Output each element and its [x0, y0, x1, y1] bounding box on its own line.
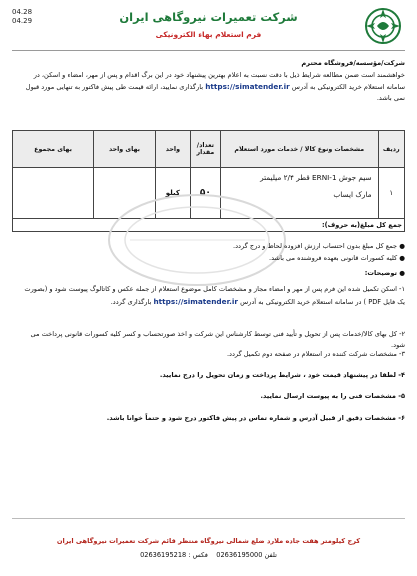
- table-row: [13, 168, 405, 219]
- total-price-cell[interactable]: [13, 168, 94, 219]
- footer-fax: فکس : 02636195218: [140, 551, 208, 559]
- explanation-1-text-a: ۱- اسکن تکمیل شده این فرم پس از مهر و امضاء مجاز و مشخصات کامل موضوع استعلام از جمله عکس و کاتالوگ پیوست شود و (بصورت یک فایل PDF ) در سامانه استعلام خرید الکترونیکی به آدرس: [24, 285, 405, 306]
- explanation-4: ۴- لطفا در پیشنهاد قیمت خود ، شرایط پرداخت و زمان تحویل را درج نمایید.: [159, 371, 405, 379]
- explanation-3: ۳- مشخصات شرکت کننده در استعلام در صفحه دوم تکمیل گردد.: [226, 350, 405, 358]
- description-line-1: سیم جوش ERNI-1 قطر ۲/۴ میلیمتر: [260, 173, 372, 182]
- bullet-icon: ●: [397, 254, 405, 262]
- reference-codes: [12, 8, 32, 26]
- header-description: مشخصات ونوع کالا / خدمات مورد استعلام: [220, 131, 378, 168]
- intro-text-2: بارگذاری نمایید، ارائه قیمت طی پیش فاکتور به تنهایی مورد قبول نمی باشد.: [25, 83, 405, 102]
- header: [12, 6, 405, 48]
- note-deductions-text: کلیه کسورات قانونی بعهده فروشنده می باشد.: [269, 254, 398, 262]
- explanation-1-url-link[interactable]: https://simatender.ir: [153, 296, 239, 306]
- bullet-icon: ●: [396, 269, 405, 277]
- header-divider: [12, 50, 405, 51]
- table-header-row: [13, 131, 405, 168]
- quantity-cell: ۵۰: [190, 168, 220, 219]
- unit-cell: کیلو: [155, 168, 190, 219]
- header-row-number: ردیف: [378, 131, 404, 168]
- description-cell: [220, 168, 378, 219]
- note-deductions: [18, 253, 405, 264]
- header-unit: واحد: [155, 131, 190, 168]
- explanation-1: [18, 283, 405, 308]
- addressee: شرکت/مؤسسه/فروشگاه محترم: [301, 59, 405, 67]
- row-number-cell: ۱: [378, 168, 404, 219]
- footer-separator: [210, 551, 214, 559]
- description-line-2: مارک ایساب: [333, 190, 372, 199]
- intro-paragraph: [18, 70, 405, 104]
- explanations-title: توضیحات:: [364, 269, 397, 277]
- explanation-5: ۵- مشخصات فنی را به پیوست ارسال نمایید.: [260, 392, 405, 400]
- note-vat: [18, 241, 405, 252]
- form-title: فرم استعلام بهاء الکترونیکی: [155, 30, 262, 39]
- footer-contact: [12, 551, 405, 559]
- footer-phone: تلفن 02636195000: [216, 551, 277, 559]
- intro-url-link[interactable]: https://simatender.ir: [205, 82, 290, 91]
- company-name: شرکت تعمیرات نیروگاهی ایران: [119, 10, 298, 24]
- footer-divider: [12, 518, 405, 519]
- footer-address: کرج کیلومتر هفت جاده ملارد ضلع شمالی نیروگاه منتظر قائم شرکت تعمیرات نیروگاهی ایران: [56, 537, 361, 545]
- items-table: [12, 130, 405, 232]
- total-words-row: [13, 219, 405, 232]
- header-total: بهای مجموع: [13, 131, 94, 168]
- company-emblem-icon: [363, 6, 403, 46]
- total-in-words-label[interactable]: جمع کل مبلغ(به حروف):: [13, 219, 405, 232]
- explanation-1-text-b: بارگذاری گردد.: [110, 297, 154, 306]
- code-bottom: 04.29: [12, 17, 33, 25]
- header-quantity: تعداد/مقدار: [190, 131, 220, 168]
- bullet-icon: ●: [397, 242, 405, 250]
- code-top: 04.28: [12, 8, 33, 16]
- note-vat-text: جمع کل مبلغ بدون احتساب ارزش افزوده لحاظ و درج گردد.: [232, 242, 398, 250]
- explanation-6: ۶- مشخصات دقیق از قبیل آدرس و شماره تماس در پیش فاکتور درج شود و حتماً خوانا باشد.: [106, 414, 405, 422]
- explanation-2: ۲- کل بهای کالا/خدمات پس از تحویل و تأیید فنی توسط کارشناس این شرکت و اخذ صورتحساب و کسر کلیه کسورات قانونی پرداخت می شود.: [30, 330, 405, 349]
- explanations-heading: [18, 268, 405, 279]
- unit-price-cell[interactable]: [94, 168, 156, 219]
- intro-text-1: خواهشمند است ضمن مطالعه شرایط ذیل با دقت نسبت به اعلام بهترین پیشنهاد خود در این برگ اقدام و پس از مهر، امضاء و اسکن، در سامانه استعلام خرید الکترونیکی به آدرس: [33, 71, 405, 91]
- header-unit-price: بهای واحد: [94, 131, 156, 168]
